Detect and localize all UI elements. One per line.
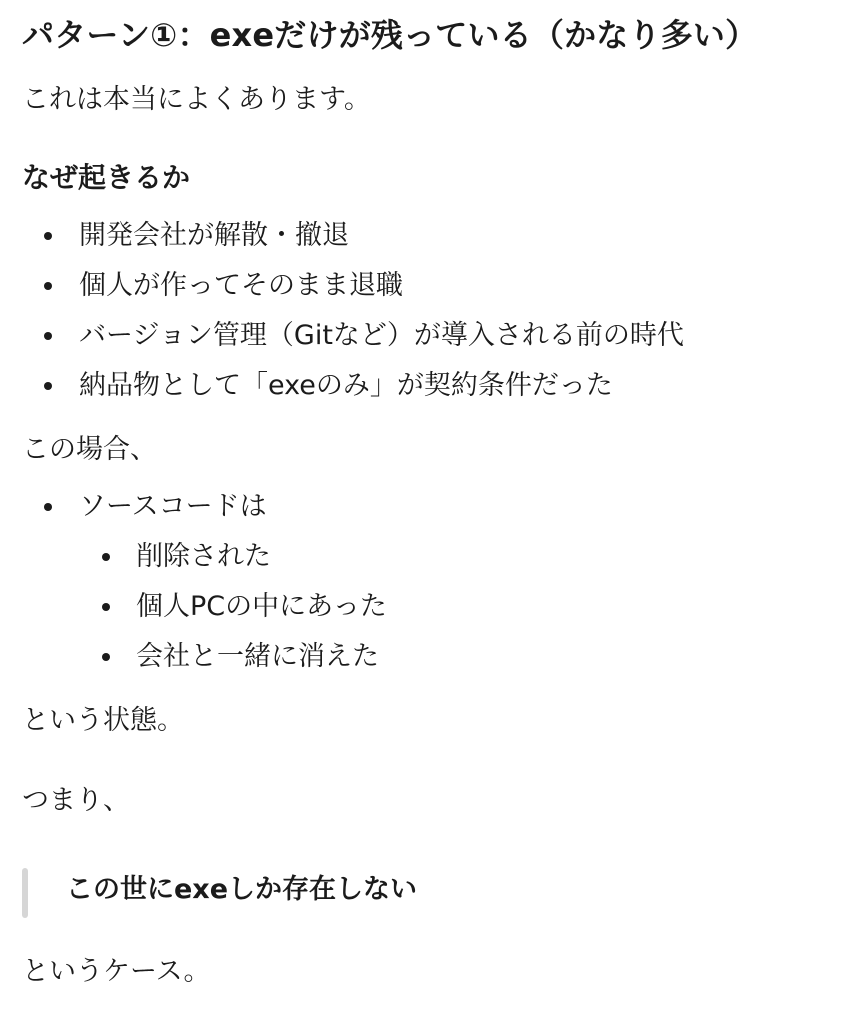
list-item-text: 個人が作ってそのまま退職 (79, 270, 403, 301)
bullet-icon (44, 332, 52, 340)
list-item-text: ソースコードは (79, 491, 267, 522)
quote-bar (22, 868, 28, 918)
section-heading: パターン①：exeだけが残っている（かなり多い） (22, 16, 758, 54)
list-item-text: 個人PCの中にあった (136, 591, 387, 622)
bullet-icon (44, 503, 52, 511)
state-paragraph: という状態。 (22, 705, 184, 736)
bullet-icon (102, 653, 110, 661)
in-other-words-paragraph: つまり、 (22, 785, 130, 816)
bullet-icon (102, 603, 110, 611)
why-subheading: なぜ起きるか (22, 161, 191, 194)
list-item-text: 削除された (136, 541, 271, 572)
list-item-text: 会社と一緒に消えた (136, 641, 379, 672)
bullet-icon (44, 382, 52, 390)
closing-paragraph: というケース。 (22, 956, 211, 987)
list-item-text: 納品物として「exeのみ」が契約条件だった (79, 370, 613, 401)
quote-text: この世にexeしか存在しない (66, 874, 418, 905)
bullet-icon (44, 282, 52, 290)
blockquote (22, 866, 722, 918)
list-item-text: 開発会社が解散・撤退 (79, 220, 349, 251)
bullet-icon (102, 553, 110, 561)
list-item-text: バージョン管理（Gitなど）が導入される前の時代 (79, 320, 684, 351)
in-this-case-paragraph: この場合、 (22, 434, 157, 465)
intro-paragraph: これは本当によくあります。 (22, 84, 371, 115)
bullet-icon (44, 232, 52, 240)
